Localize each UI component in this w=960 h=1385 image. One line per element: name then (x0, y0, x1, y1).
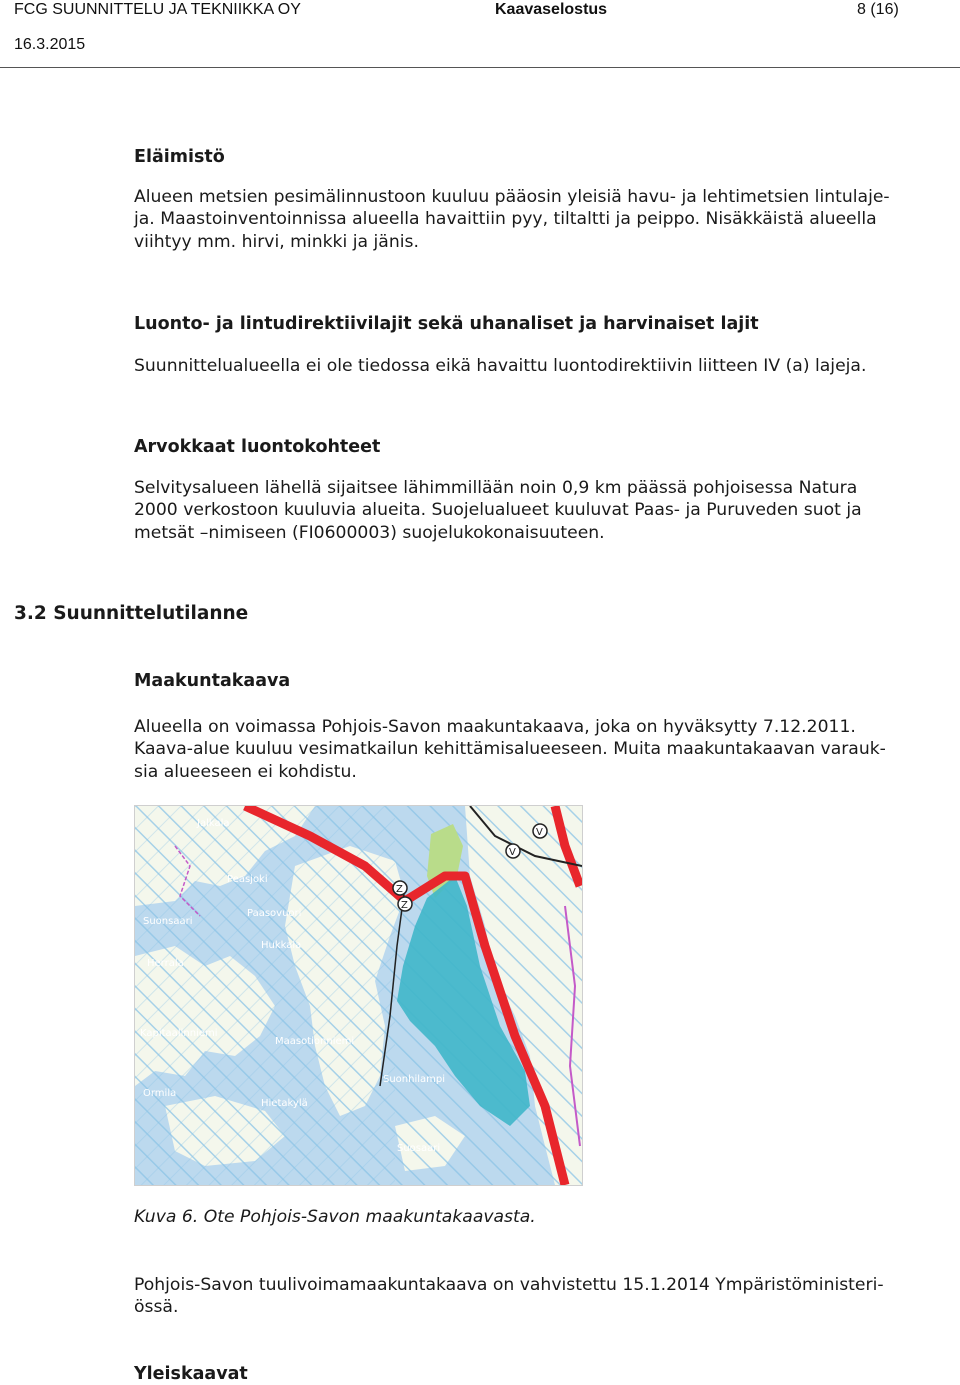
text-line: 2000 verkostoon kuuluvia alueita. Suojelualueet kuuluvat Paas- ja Puruveden suot ja (134, 500, 862, 521)
document-date: 16.3.2015 (14, 36, 86, 53)
section-heading-maakuntakaava: Maakuntakaava (134, 671, 291, 691)
paragraph-elaimisto (134, 186, 934, 253)
text-line: Alueen metsien pesimälinnustoon kuuluu pääosin yleisiä havu- ja lehtimetsien lintulaje- (134, 187, 890, 207)
place-label: Suonhilampi (383, 1074, 446, 1085)
text-line: sia alueeseen ei kohdistu. (134, 761, 357, 782)
place-label: Ormila (143, 1088, 177, 1099)
place-label: Paasovuori (247, 908, 302, 919)
text-line: viihtyy mm. hirvi, minkki ja jänis. (134, 231, 419, 252)
text-line: Suunnittelualueella ei ole tiedossa eikä havaittu luontodirektiivin liitteen IV (a) lajeja. (134, 356, 867, 376)
paragraph-luonto (134, 355, 934, 377)
paragraph-arvokkaat (134, 477, 934, 544)
section-heading-luonto: Luonto- ja lintudirektiivilajit sekä uhanaliset ja harvinaiset lajit (134, 314, 759, 334)
place-label: Hukkala (261, 940, 302, 951)
section-heading-yleiskaavat: Yleiskaavat (134, 1364, 248, 1384)
text-line: össä. (134, 1297, 179, 1318)
place-label: Kapitaalinniemi (140, 1028, 218, 1039)
text-line: Selvitysalueen lähellä sijaitsee lähimmillään noin 0,9 km päässä pohjoisessa Natura (134, 478, 858, 498)
map-symbol: V (536, 827, 543, 838)
company-name: FCG SUUNNITTELU JA TEKNIIKKA OY (14, 1, 301, 18)
map-symbol: Z (401, 900, 408, 911)
page-header (0, 0, 960, 70)
place-label: Jalkala (197, 818, 230, 829)
figure-caption: Kuva 6. Ote Pohjois-Savon maakuntakaavasta. (134, 1207, 536, 1227)
place-label: Hietakylä (261, 1098, 308, 1109)
map-symbol: V (509, 847, 516, 858)
place-label: Maasotionniemi (275, 1036, 355, 1047)
place-label: Peasjoki (227, 874, 268, 885)
header-divider (0, 67, 960, 68)
text-line: metsät –nimiseen (FI0600003) suojelukokonaisuuteen. (134, 522, 605, 543)
page-number: 8 (16) (857, 1, 899, 18)
text-line: Alueella on voimassa Pohjois-Savon maakuntakaava, joka on hyväksytty 7.12.2011. (134, 717, 856, 737)
text-line: Kaava-alue kuuluu vesimatkailun kehittämisalueeseen. Muita maakuntakaavan varauk- (134, 739, 886, 760)
text-line: Pohjois-Savon tuulivoimamaakuntakaava on vahvistettu 15.1.2014 Ympäristöministeri- (134, 1275, 884, 1295)
section-heading-arvokkaat: Arvokkaat luontokohteet (134, 437, 381, 457)
place-label: Suosaari (397, 1143, 441, 1154)
text-line: ja. Maastoinventoinnissa alueella havaittiin pyy, tiltaltti ja peippo. Nisäkkäistä alueella (134, 209, 877, 230)
map-symbol: Z (396, 884, 403, 895)
map-graphic (135, 806, 582, 1185)
chapter-heading-suunnittelutilanne: 3.2 Suunnittelutilanne (14, 603, 249, 624)
place-label: Herrala (147, 958, 184, 969)
place-label: Suonsaari (143, 916, 193, 927)
regional-plan-map (134, 805, 583, 1186)
section-heading-elaimisto: Eläimistö (134, 147, 225, 167)
paragraph-tuulivoima (134, 1274, 934, 1319)
document-title: Kaavaselostus (495, 1, 608, 18)
paragraph-maakuntakaava (134, 716, 934, 783)
